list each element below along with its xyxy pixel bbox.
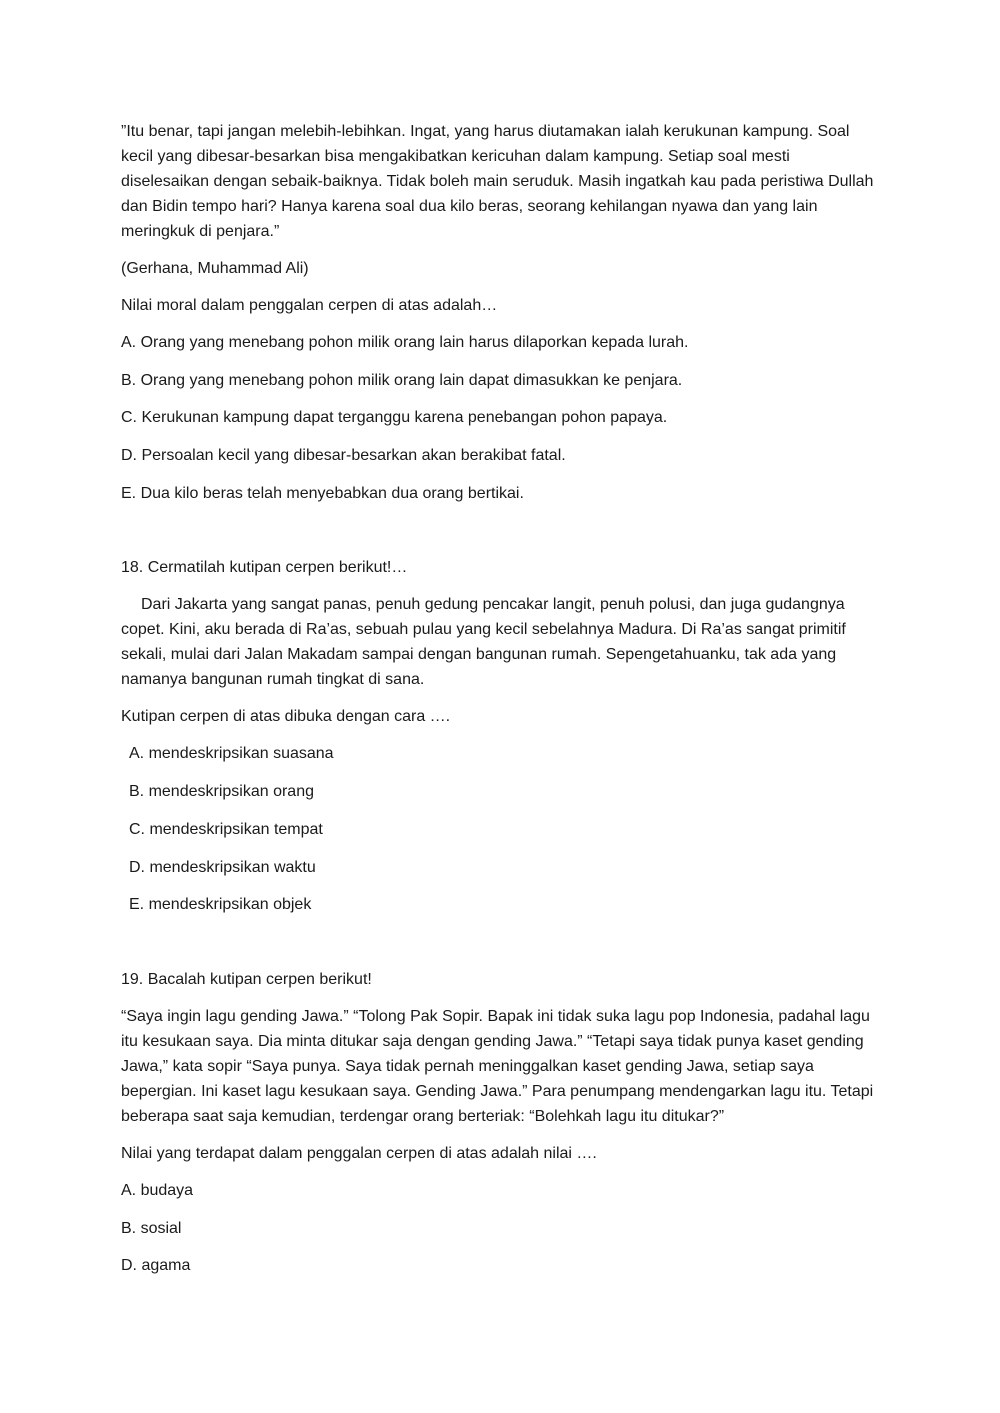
question-18-option-b: B. mendeskripsikan orang [129,783,314,801]
question-18-option-e: E. mendeskripsikan objek [129,896,312,914]
question-19-option-b: B. sosial [121,1219,182,1237]
quote-passage: ”Itu benar, tapi jangan melebih-lebihkan. Ingat, yang harus diutamakan ialah kerukunan kampung. Soal kecil yang dibesar-besarkan bisa mengakibatkan kericuhan dalam kampung. Setiap soal mesti diselesaikan dengan sebaik-baiknya. Tidak boleh main seruduk. Masih ingatkah kau pada peristiwa Dullah dan Bidin tempo hari? Hanya karena soal dua kilo beras, seorang kehilangan nyawa dan yang lain meringkuk di penjara.” [121,123,874,240]
question-19-option-a: A. budaya [121,1181,194,1199]
question-18-text: Kutipan cerpen di atas dibuka dengan cara …. [121,708,451,726]
question-19-text: Nilai yang terdapat dalam penggalan cerpen di atas adalah nilai …. [121,1144,597,1162]
option-b: B. Orang yang menebang pohon milik orang lain dapat dimasukkan ke penjara. [121,371,683,389]
quote-source: (Gerhana, Muhammad Ali) [121,260,309,277]
question-19-passage: “Saya ingin lagu gending Jawa.” “Tolong Pak Sopir. Bapak ini tidak suka lagu pop Indonesia, padahal lagu itu kesukaan saya. Dia minta ditukar saja dengan gending Jawa.” “Tetapi saya tidak punya kaset gending Jawa,” kata sopir “Saya punya. Saya tidak pernah meninggalkan kaset gending Jawa, setiap saya bepergian. Ini kaset lagu kesukaan saya. Gending Jawa.” Para penumpang mendengarkan lagu itu. Tetapi beberapa saat saja kemudian, terdengar orang berteriak: “Bolehkah lagu itu ditukar?” [121,1007,874,1125]
option-c: C. Kerukunan kampung dapat terganggu karena penebangan pohon papaya. [121,409,668,427]
option-e: E. Dua kilo beras telah menyebabkan dua orang bertikai. [121,484,524,502]
question-18-heading: 18. Cermatilah kutipan cerpen berikut!… [121,559,408,577]
option-d: D. Persoalan kecil yang dibesar-besarkan akan berakibat fatal. [121,447,566,465]
section-gap [121,518,881,555]
question-19-option-d: D. agama [121,1257,191,1275]
question-19-heading: 19. Bacalah kutipan cerpen berikut! [121,970,372,988]
question-18-option-c: C. mendeskripsikan tempat [129,820,323,838]
question-18-option-d: D. mendeskripsikan waktu [129,858,316,876]
question-18-option-a: A. mendeskripsikan suasana [129,745,334,763]
question-18-passage: Dari Jakarta yang sangat panas, penuh gedung pencakar langit, penuh polusi, dan juga gudangnya copet. Kini, aku berada di Ra’as, sebuah pulau yang kecil sebelahnya Madura. Di Ra’as sangat primitif sekali, mulai dari Jalan Makadam sampai dengan bangunan rumah. Sepengetahuanku, tak ada yang namanya bangunan rumah tingkat di sana. [121,596,846,689]
question-text: Nilai moral dalam penggalan cerpen di atas adalah… [121,297,498,314]
section-gap [121,930,881,967]
document-content [121,119,881,1291]
option-a: A. Orang yang menebang pohon milik orang lain harus dilaporkan kepada lurah. [121,334,689,351]
